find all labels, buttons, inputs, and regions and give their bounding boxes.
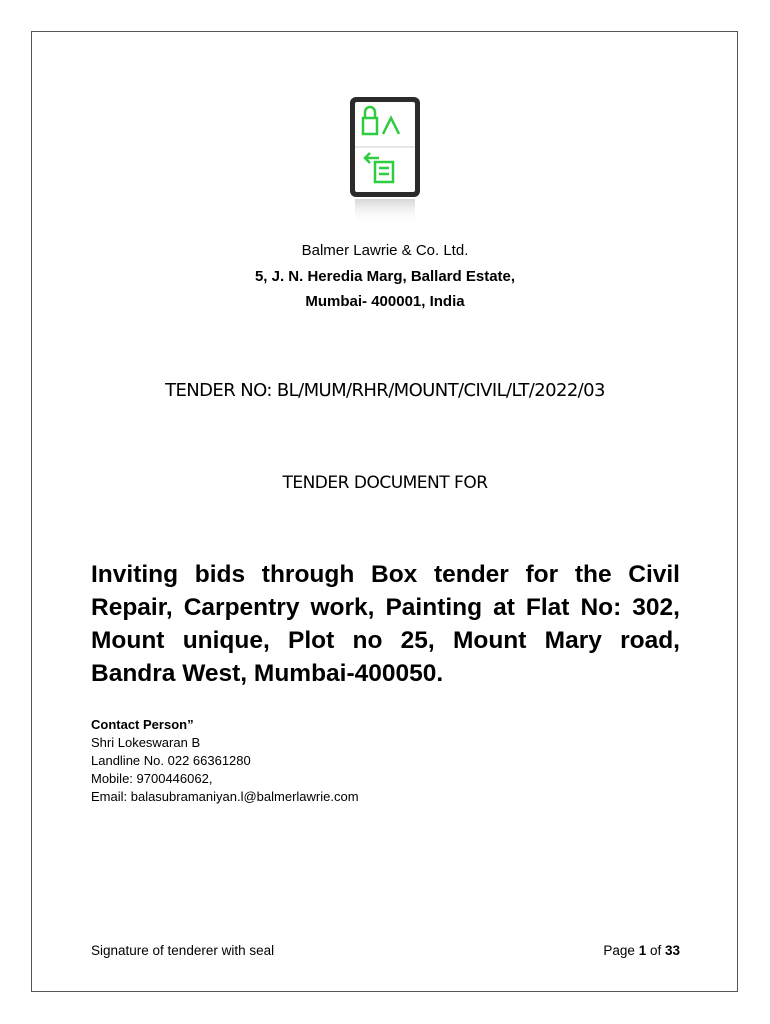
signature-label: Signature of tenderer with seal: [91, 943, 275, 958]
contact-name: Shri Lokeswaran B: [91, 735, 201, 750]
company-address-line-1: 5, J. N. Heredia Marg, Ballard Estate,: [254, 268, 516, 285]
company-name: Balmer Lawrie & Co. Ltd.: [301, 242, 469, 259]
company-logo: [349, 96, 421, 226]
contact-email: Email: balasubramaniyan.l@balmerlawrie.com: [91, 789, 359, 804]
tender-document-heading: TENDER DOCUMENT FOR: [282, 473, 488, 493]
tender-number: TENDER NO: BL/MUM/RHR/MOUNT/CIVIL/LT/2022/03: [165, 380, 605, 401]
contact-heading: Contact Person”: [91, 717, 194, 732]
contact-block: [91, 716, 359, 806]
page-of: of: [646, 943, 665, 958]
page-number: [603, 943, 680, 958]
company-address-line-2: Mumbai- 400001, India: [305, 293, 465, 310]
page-total: 33: [664, 943, 680, 958]
page-prefix: Page: [603, 943, 639, 958]
contact-landline: Landline No. 022 66361280: [91, 753, 251, 768]
tender-title: Inviting bids through Box tender for the Civil Repair, Carpentry work, Painting at Flat No: 302, Mount unique, Plot no 25, Mount Mary road, Bandra West, Mumbai-400050.: [91, 561, 680, 687]
contact-mobile: Mobile: 9700446062,: [91, 771, 213, 786]
page-current: 1: [638, 943, 647, 958]
